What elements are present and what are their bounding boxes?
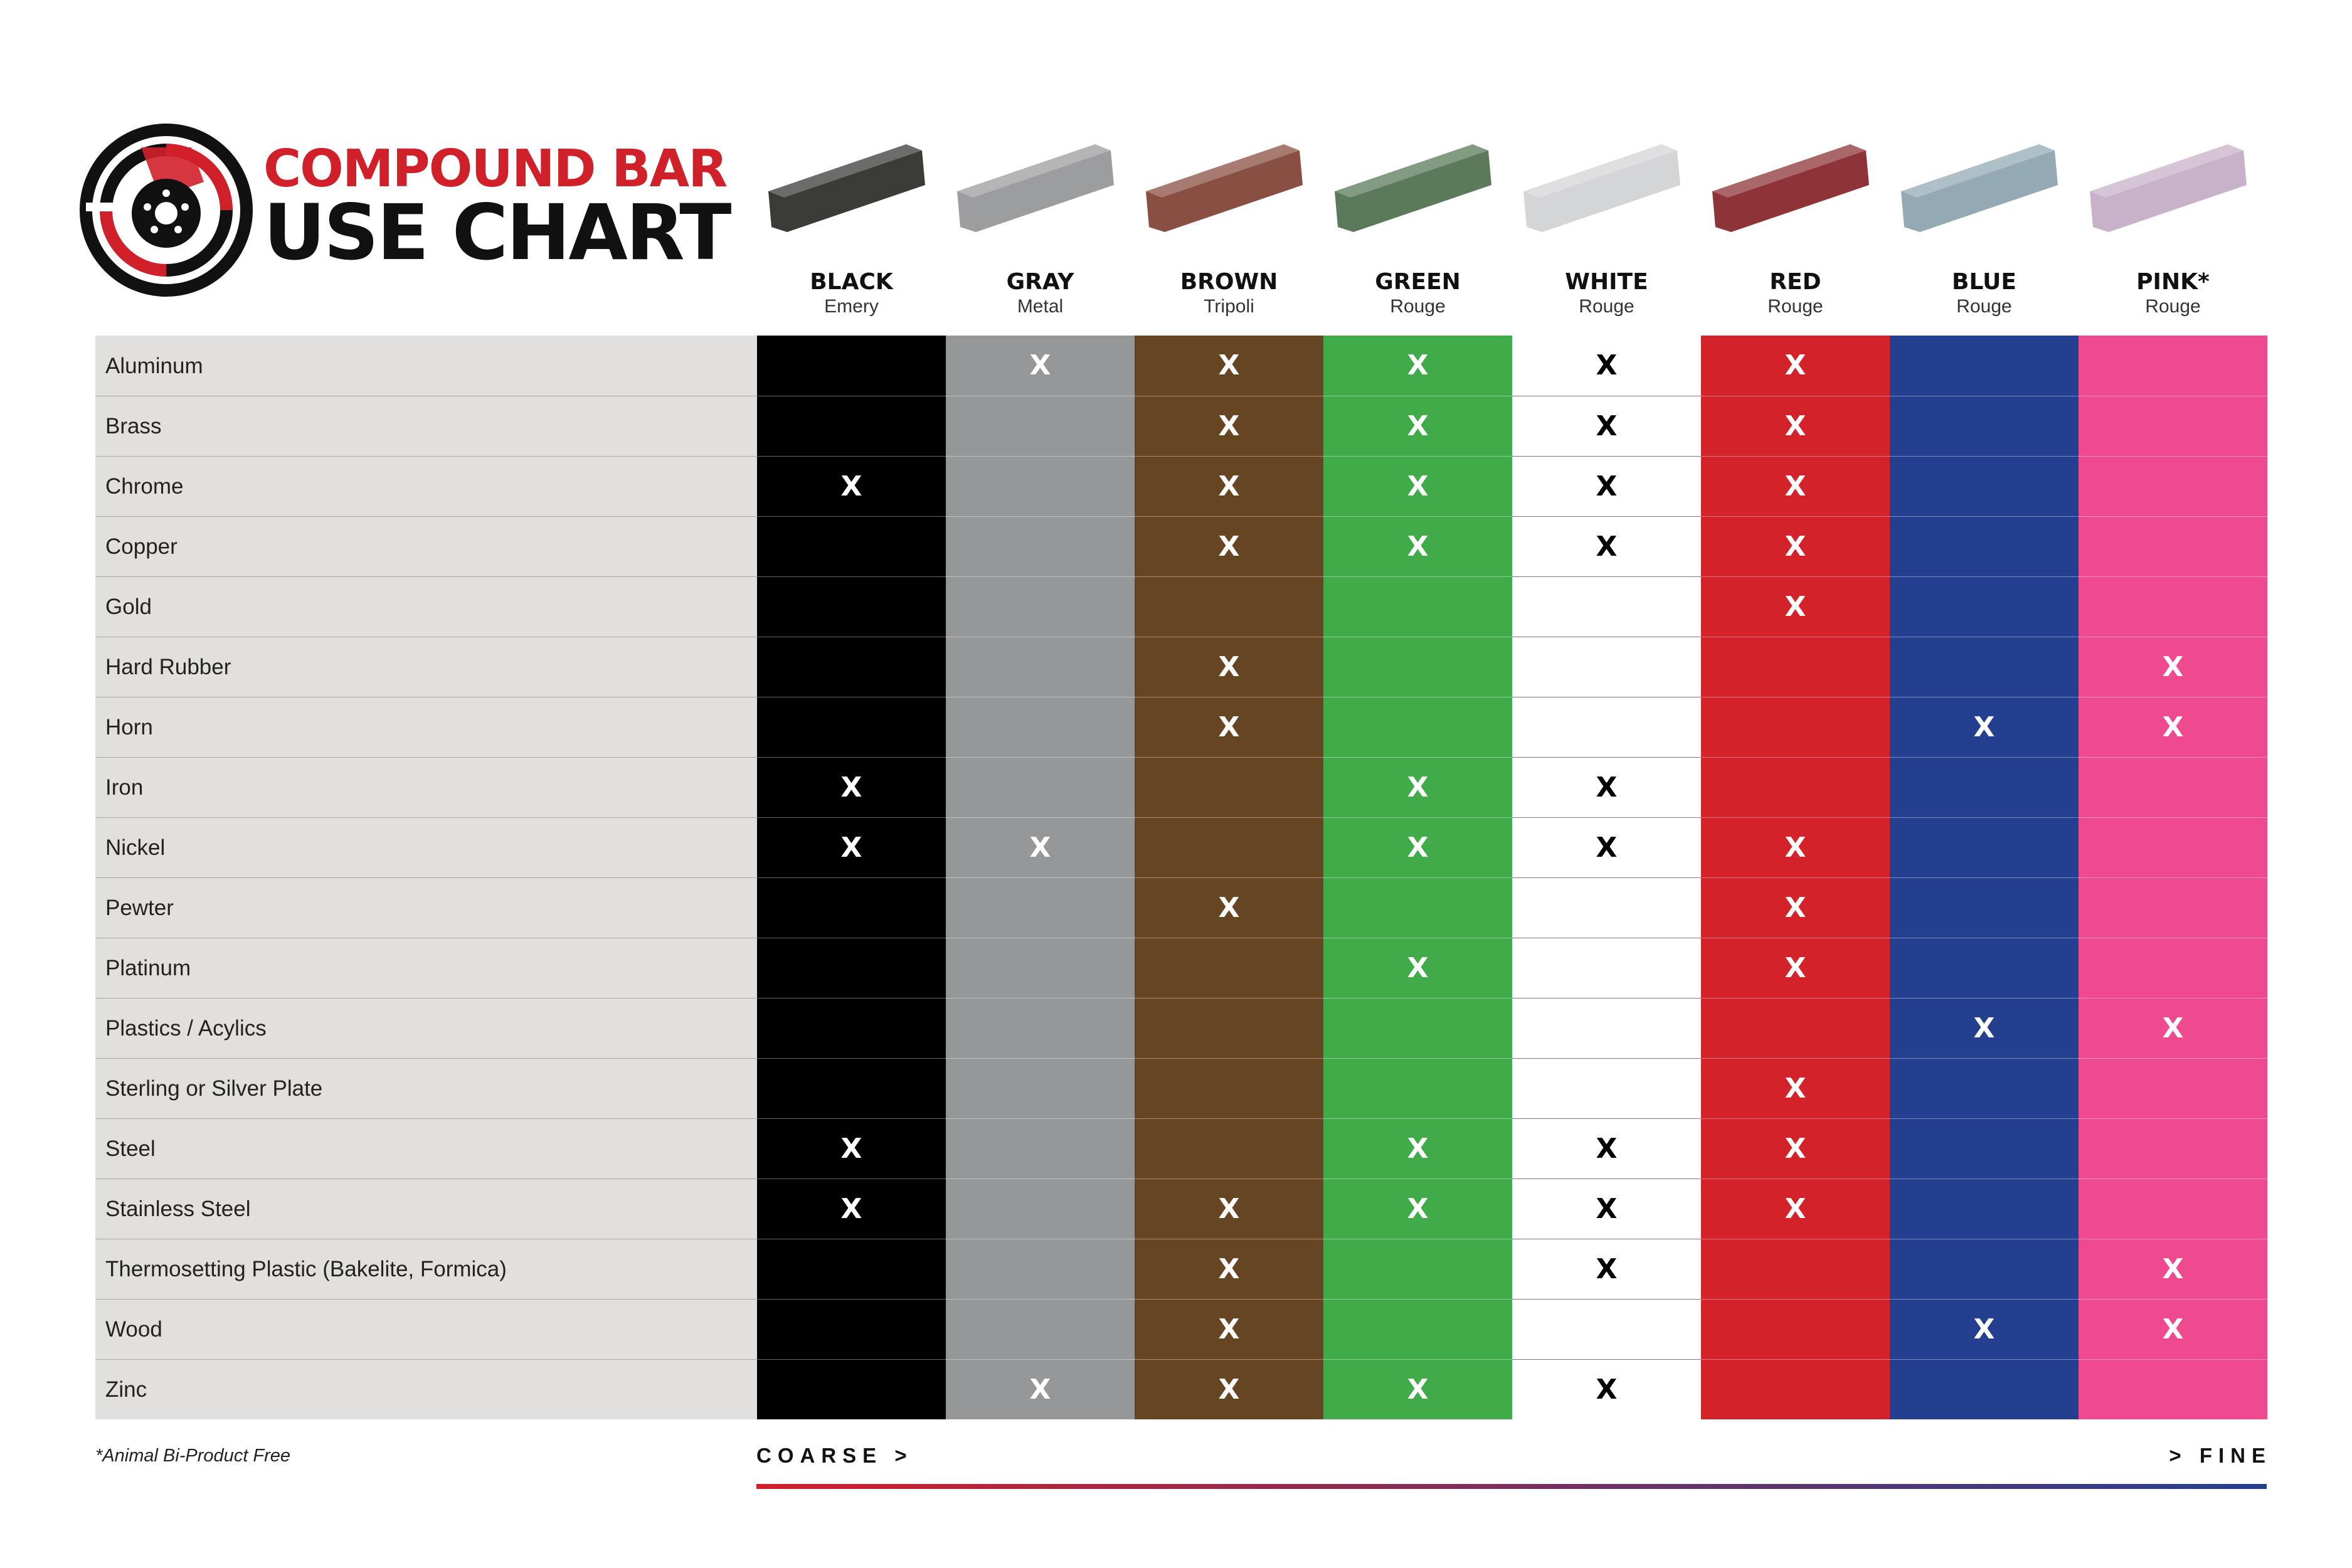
use-mark: X [1784, 1132, 1806, 1165]
table-cell [2079, 1359, 2267, 1419]
use-mark: X [1407, 771, 1429, 803]
use-mark: X [1784, 1192, 1806, 1225]
row-divider [95, 1118, 757, 1119]
table-cell [1323, 697, 1512, 757]
column-type: Rouge [1579, 296, 1634, 317]
table-cell [2079, 336, 2267, 396]
table-cell [1512, 1239, 1701, 1299]
use-mark: X [1218, 711, 1240, 743]
row-divider [95, 456, 757, 457]
table-cell [757, 336, 946, 396]
column-type: Metal [1017, 296, 1064, 317]
row-divider [95, 998, 757, 999]
fine-label: > FINE [2169, 1444, 2272, 1467]
table-cell [1890, 697, 2079, 757]
table-cell [2079, 1058, 2267, 1118]
material-label: Pewter [95, 877, 757, 938]
use-mark: X [1596, 1192, 1618, 1225]
table-cell [1135, 817, 1323, 877]
table-cell [1890, 456, 2079, 516]
material-label: Chrome [95, 456, 757, 516]
table-cell [1701, 877, 1890, 938]
use-mark: X [1784, 891, 1806, 924]
table-cell [1701, 516, 1890, 576]
table-cell [1135, 396, 1323, 456]
row-divider [95, 1359, 757, 1360]
column-header-pink [2079, 268, 2267, 317]
use-mark: X [2162, 650, 2184, 683]
column-type: Rouge [1956, 296, 2012, 317]
table-cell [946, 1058, 1135, 1118]
column-name: GREEN [1375, 269, 1461, 295]
use-mark: X [1596, 1373, 1618, 1406]
material-label: Plastics / Acylics [95, 998, 757, 1058]
column-type: Emery [824, 296, 879, 317]
use-mark: X [1407, 1132, 1429, 1165]
table-cell [2079, 938, 2267, 998]
table-cell [1890, 637, 2079, 697]
use-mark: X [2162, 1253, 2184, 1285]
table-cell [1701, 998, 1890, 1058]
table-cell [1135, 1239, 1323, 1299]
column-header-green [1323, 268, 1512, 317]
table-cell [1890, 757, 2079, 817]
use-mark: X [1596, 1132, 1618, 1165]
column-header-white [1512, 268, 1701, 317]
use-mark: X [2162, 1313, 2184, 1345]
use-mark: X [1218, 650, 1240, 683]
table-cell [946, 516, 1135, 576]
use-mark: X [1784, 831, 1806, 864]
table-cell [946, 1299, 1135, 1359]
table-cell [1701, 1299, 1890, 1359]
coarse-label: COARSE > [756, 1444, 913, 1467]
table-cell [1890, 336, 2079, 396]
use-mark: X [840, 470, 862, 502]
use-mark: X [1784, 530, 1806, 563]
use-mark: X [840, 831, 862, 864]
use-mark: X [1407, 530, 1429, 563]
table-cell [1512, 637, 1701, 697]
column-type: Rouge [1390, 296, 1446, 317]
use-mark: X [1218, 891, 1240, 924]
table-cell [1701, 938, 1890, 998]
use-mark: X [1784, 349, 1806, 381]
use-mark: X [1218, 530, 1240, 563]
use-mark: X [840, 1132, 862, 1165]
table-cell [2079, 576, 2267, 637]
table-cell [1512, 576, 1701, 637]
table-cell [757, 1299, 946, 1359]
table-cell [946, 938, 1135, 998]
table-cell [1323, 396, 1512, 456]
table-cell [1135, 1299, 1323, 1359]
table-cell [1701, 817, 1890, 877]
table-cell [1135, 998, 1323, 1058]
table-cell [2079, 1299, 2267, 1359]
table-cell [2079, 456, 2267, 516]
table-cell [2079, 1118, 2267, 1179]
table-cell [757, 938, 946, 998]
table-cell [1323, 998, 1512, 1058]
table-cell [757, 1118, 946, 1179]
table-cell [757, 877, 946, 938]
brake-rotor-logo-icon [78, 122, 254, 298]
table-cell [1135, 576, 1323, 637]
table-cell [1512, 1359, 1701, 1419]
table-cell [1323, 1058, 1512, 1118]
table-cell [946, 1118, 1135, 1179]
use-mark: X [1218, 1313, 1240, 1345]
table-cell [1701, 697, 1890, 757]
table-cell [757, 637, 946, 697]
table-cell [1701, 1179, 1890, 1239]
table-cell [1701, 1359, 1890, 1419]
material-label: Brass [95, 396, 757, 456]
use-mark: X [1973, 1012, 1995, 1044]
table-cell [757, 817, 946, 877]
table-cell [946, 396, 1135, 456]
table-cell [1512, 396, 1701, 456]
table-cell [1323, 938, 1512, 998]
table-cell [1512, 516, 1701, 576]
table-cell [1323, 576, 1512, 637]
table-cell [1323, 1299, 1512, 1359]
table-cell [757, 757, 946, 817]
table-cell [1701, 1058, 1890, 1118]
table-cell [1512, 757, 1701, 817]
table-cell [2079, 817, 2267, 877]
use-mark: X [840, 1192, 862, 1225]
table-cell [1323, 456, 1512, 516]
row-divider [95, 1299, 757, 1300]
use-mark: X [1784, 590, 1806, 623]
compound-bar-pink [2090, 144, 2247, 232]
column-header-blue [1890, 268, 2079, 317]
table-cell [1701, 1239, 1890, 1299]
table-cell [946, 697, 1135, 757]
table-cell [946, 817, 1135, 877]
table-cell [2079, 877, 2267, 938]
table-cell [1512, 1299, 1701, 1359]
table-cell [2079, 998, 2267, 1058]
table-cell [2079, 757, 2267, 817]
use-mark: X [1218, 470, 1240, 502]
column-name: BROWN [1180, 269, 1278, 295]
use-mark: X [1973, 1313, 1995, 1345]
table-cell [946, 576, 1135, 637]
table-cell [1512, 877, 1701, 938]
row-divider [95, 757, 757, 758]
use-mark: X [1218, 1373, 1240, 1406]
table-cell [757, 1239, 946, 1299]
table-cell [2079, 637, 2267, 697]
material-label: Sterling or Silver Plate [95, 1058, 757, 1118]
use-mark: X [1407, 470, 1429, 502]
table-cell [1701, 396, 1890, 456]
table-cell [1135, 516, 1323, 576]
table-cell [1890, 1299, 2079, 1359]
column-header-red [1701, 268, 1890, 317]
table-cell [1135, 938, 1323, 998]
compound-bar-blue [1901, 144, 2058, 232]
compound-bar-brown [1146, 144, 1303, 232]
table-cell [1323, 1359, 1512, 1419]
table-cell [757, 516, 946, 576]
row-divider [95, 516, 757, 517]
table-cell [1512, 1118, 1701, 1179]
table-cell [1890, 1239, 2079, 1299]
table-cell [1135, 1359, 1323, 1419]
use-mark: X [1218, 1192, 1240, 1225]
table-cell [946, 456, 1135, 516]
table-cell [1890, 1179, 2079, 1239]
use-mark: X [1596, 410, 1618, 442]
row-divider [95, 576, 757, 577]
table-cell [1890, 576, 2079, 637]
material-label: Thermosetting Plastic (Bakelite, Formica) [95, 1239, 757, 1299]
use-mark: X [1784, 410, 1806, 442]
material-label: Nickel [95, 817, 757, 877]
column-name: GRAY [1006, 269, 1074, 295]
material-label: Steel [95, 1118, 757, 1179]
material-label: Stainless Steel [95, 1179, 757, 1239]
table-cell [1135, 1058, 1323, 1118]
material-label: Gold [95, 576, 757, 637]
table-cell [1701, 336, 1890, 396]
material-label: Iron [95, 757, 757, 817]
material-label: Copper [95, 516, 757, 576]
table-cell [2079, 396, 2267, 456]
page-title-line-2: USE CHART [263, 188, 730, 277]
use-mark: X [1596, 771, 1618, 803]
table-cell [757, 1359, 946, 1419]
column-type: Rouge [2145, 296, 2201, 317]
table-cell [1323, 877, 1512, 938]
table-cell [1512, 697, 1701, 757]
table-cell [1323, 1239, 1512, 1299]
column-name: BLACK [810, 269, 893, 295]
use-mark: X [1407, 349, 1429, 381]
use-mark: X [1218, 1253, 1240, 1285]
use-mark: X [2162, 711, 2184, 743]
column-name: RED [1769, 269, 1821, 295]
use-mark: X [1218, 410, 1240, 442]
footnote: *Animal Bi-Product Free [95, 1446, 291, 1466]
use-mark: X [1407, 1192, 1429, 1225]
page-title-line-1: COMPOUND BAR [263, 139, 727, 199]
compound-bar-black [768, 144, 925, 232]
table-cell [1135, 1179, 1323, 1239]
column-header-gray [946, 268, 1135, 317]
use-mark: X [1596, 530, 1618, 563]
material-label: Platinum [95, 938, 757, 998]
material-label: Hard Rubber [95, 637, 757, 697]
table-cell [1890, 817, 2079, 877]
table-cell [1890, 1118, 2079, 1179]
use-mark: X [1407, 410, 1429, 442]
table-cell [1890, 516, 2079, 576]
table-cell [757, 998, 946, 1058]
table-cell [1135, 456, 1323, 516]
use-mark: X [1218, 349, 1240, 381]
table-cell [1135, 877, 1323, 938]
table-cell [2079, 516, 2267, 576]
column-type: Rouge [1767, 296, 1823, 317]
table-cell [1135, 697, 1323, 757]
table-cell [2079, 1179, 2267, 1239]
compound-bar-gray [957, 144, 1114, 232]
table-cell [2079, 1239, 2267, 1299]
table-cell [1512, 938, 1701, 998]
table-cell [757, 396, 946, 456]
table-cell [1512, 998, 1701, 1058]
use-mark: X [1029, 349, 1051, 381]
use-mark: X [1784, 1072, 1806, 1104]
table-cell [757, 456, 946, 516]
use-mark: X [840, 771, 862, 803]
use-mark: X [1407, 831, 1429, 864]
use-mark: X [1596, 470, 1618, 502]
use-mark: X [1973, 711, 1995, 743]
table-cell [1323, 336, 1512, 396]
material-label: Horn [95, 697, 757, 757]
table-cell [1135, 637, 1323, 697]
material-label: Aluminum [95, 336, 757, 396]
table-cell [1135, 336, 1323, 396]
coarse-to-fine-scale-line [756, 1484, 2267, 1489]
table-cell [1890, 1359, 2079, 1419]
table-cell [1701, 456, 1890, 516]
material-label: Zinc [95, 1359, 757, 1419]
use-mark: X [1596, 831, 1618, 864]
use-mark: X [1784, 470, 1806, 502]
table-cell [757, 1058, 946, 1118]
table-cell [946, 1179, 1135, 1239]
use-mark: X [1029, 831, 1051, 864]
compound-bar-red [1712, 144, 1869, 232]
column-header-brown [1135, 268, 1323, 317]
table-cell [757, 697, 946, 757]
table-cell [1890, 938, 2079, 998]
table-cell [1512, 456, 1701, 516]
table-cell [1323, 516, 1512, 576]
table-cell [2079, 697, 2267, 757]
table-cell [946, 336, 1135, 396]
compound-bar-illustrations [753, 82, 2333, 251]
column-name: WHITE [1565, 269, 1648, 295]
column-header-black [757, 268, 946, 317]
table-cell [1323, 817, 1512, 877]
table-cell [946, 998, 1135, 1058]
use-mark: X [1029, 1373, 1051, 1406]
row-divider [95, 817, 757, 818]
table-cell [1135, 757, 1323, 817]
use-mark: X [1407, 951, 1429, 984]
use-mark: X [1596, 1253, 1618, 1285]
column-name: PINK* [2136, 269, 2210, 295]
column-name: BLUE [1952, 269, 2016, 295]
table-cell [946, 877, 1135, 938]
table-cell [1323, 637, 1512, 697]
table-cell [946, 637, 1135, 697]
table-cell [1512, 1058, 1701, 1118]
table-cell [1323, 1179, 1512, 1239]
use-mark: X [1407, 1373, 1429, 1406]
table-cell [1512, 336, 1701, 396]
compound-bar-green [1335, 144, 1491, 232]
row-divider [95, 877, 757, 878]
table-cell [1701, 757, 1890, 817]
use-mark: X [1784, 951, 1806, 984]
table-cell [1701, 637, 1890, 697]
table-cell [1512, 1179, 1701, 1239]
table-cell [757, 1179, 946, 1239]
table-cell [1701, 1118, 1890, 1179]
table-cell [1890, 877, 2079, 938]
material-label: Wood [95, 1299, 757, 1359]
column-type: Tripoli [1204, 296, 1254, 317]
use-mark: X [1596, 349, 1618, 381]
table-cell [1890, 396, 2079, 456]
table-cell [1323, 1118, 1512, 1179]
compound-bar-white [1523, 144, 1680, 232]
table-cell [757, 576, 946, 637]
table-cell [1135, 1118, 1323, 1179]
table-cell [1323, 757, 1512, 817]
row-divider [95, 1058, 757, 1059]
table-cell [1512, 817, 1701, 877]
table-cell [1701, 576, 1890, 637]
table-cell [1890, 998, 2079, 1058]
use-mark: X [2162, 1012, 2184, 1044]
table-cell [946, 757, 1135, 817]
table-cell [946, 1239, 1135, 1299]
table-cell [1890, 1058, 2079, 1118]
table-cell [946, 1359, 1135, 1419]
